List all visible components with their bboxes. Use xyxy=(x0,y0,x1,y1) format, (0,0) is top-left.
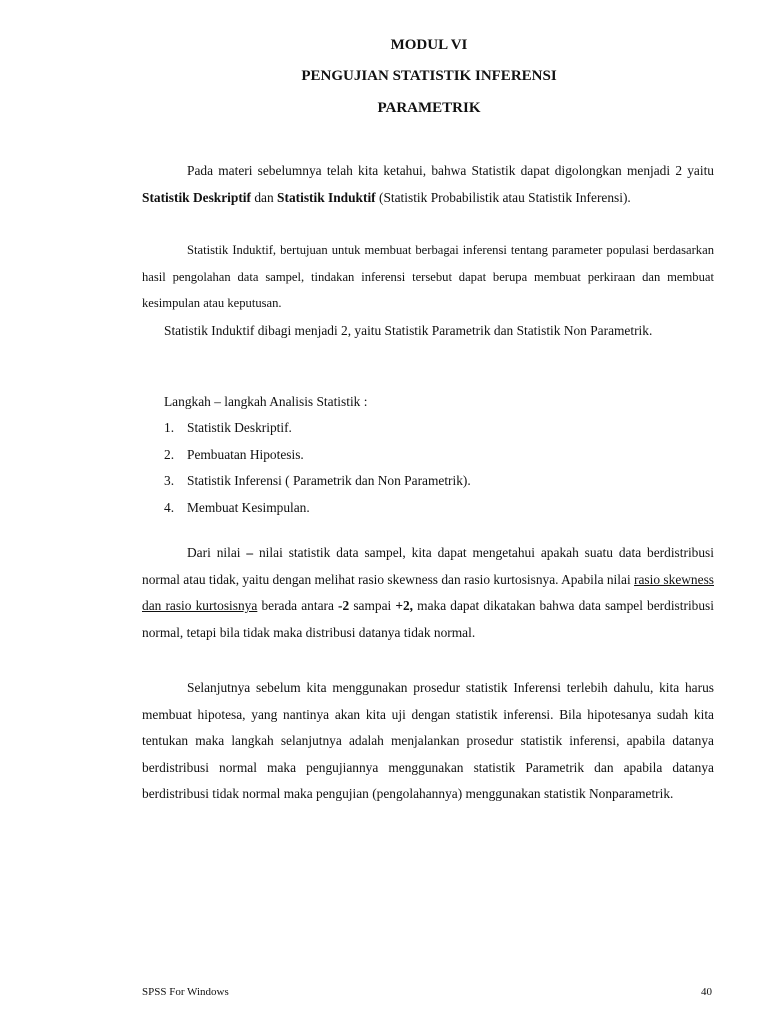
list-item-number: 1. xyxy=(164,420,175,435)
intro-paragraph xyxy=(142,158,714,211)
list-item-number: 4. xyxy=(164,499,175,515)
list-item xyxy=(164,442,664,469)
list-item-number: 2. xyxy=(164,446,175,462)
list-item-text: Statistik Deskriptif. xyxy=(187,420,292,435)
division-paragraph: Statistik Induktif dibagi menjadi 2, yaitu Statistik Parametrik dan Statistik Non Parametrik. xyxy=(164,323,653,338)
normality-text-2: nilai statistik data sampel, kita dapat mengetahui apakah suatu data berdistribusi normal atau tidak, yaitu dengan melihat rasio skewness dan rasio kurtosisnya. Apabila nilai xyxy=(142,545,714,587)
range-lower-bound: -2 xyxy=(338,598,350,613)
normality-text-4: sampai xyxy=(349,598,396,613)
page-number: 40 xyxy=(701,986,712,998)
footer-title: SPSS For Windows xyxy=(142,986,229,998)
list-item-text: Statistik Inferensi ( Parametrik dan Non Parametrik). xyxy=(187,473,471,488)
intro-text-2: dan xyxy=(251,189,278,205)
module-subtitle: PENGUJIAN STATISTIK INFERENSI xyxy=(301,68,557,84)
intro-text-1: Pada materi sebelumnya telah kita ketahui, bahwa Statistik dapat digolongkan menjadi 2 yaitu xyxy=(187,163,714,178)
range-upper-bound: +2, xyxy=(395,598,414,613)
analysis-steps-list xyxy=(164,415,664,521)
list-item-number: 3. xyxy=(164,473,175,488)
intro-text-3: (Statistik Probabilistik atau Statistik Inferensi). xyxy=(375,189,631,205)
term-statistik-deskriptif: Statistik Deskriptif xyxy=(142,189,251,205)
procedure-paragraph: Selanjutnya sebelum kita menggunakan prosedur statistik Inferensi terlebih dahulu, kita harus membuat hipotesa, yang nantinya akan kita uji dengan statistik inferensi. Bila hipotesanya sudah kita tentukan maka langkah selanjutnya adalah menjalankan prosedur statistik inferensi, apabila datanya berdistribusi normal maka pengujiannya menggunakan statistik Parametrik dan apabila datanya berdistribusi tidak normal maka pengujian (pengolahannya) menggunakan statistik Nonparametrik. xyxy=(142,680,714,801)
normality-text-3: berada antara xyxy=(257,598,339,613)
normality-dash: – xyxy=(246,545,254,560)
induktif-paragraph: Statistik Induktif, bertujuan untuk membuat berbagai inferensi tentang parameter populasi berdasarkan hasil pengolahan data sampel, tindakan inferensi tersebut dapat berupa membuat perkiraan dan membuat kesimpulan atau keputusan. xyxy=(142,243,714,310)
list-item-text: Pembuatan Hipotesis. xyxy=(187,446,304,462)
module-subtitle-continued: PARAMETRIK xyxy=(377,100,481,116)
normality-paragraph xyxy=(142,540,714,646)
list-item xyxy=(164,415,664,442)
term-statistik-induktif: Statistik Induktif xyxy=(277,189,376,205)
module-title: MODUL VI xyxy=(390,37,468,53)
list-item-text: Membuat Kesimpulan. xyxy=(187,499,310,515)
list-item xyxy=(164,468,664,495)
normality-text-1: Dari nilai xyxy=(187,545,247,560)
list-item xyxy=(164,495,664,522)
normality-text-5: maka dapat dikatakan bahwa data sampel berdistribusi normal, tetapi bila tidak maka distribusi datanya tidak normal. xyxy=(142,598,714,640)
steps-heading: Langkah – langkah Analisis Statistik : xyxy=(164,394,368,409)
underlined-term: rasio skewness dan rasio kurtosisnya xyxy=(142,571,714,613)
